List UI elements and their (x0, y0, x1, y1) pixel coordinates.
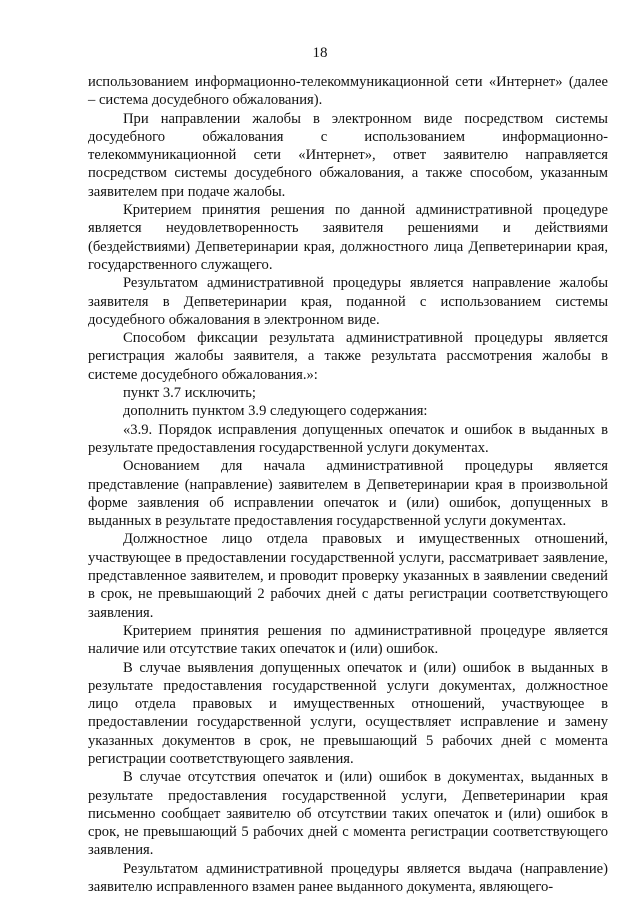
paragraph-continuation: использованием информационно-телекоммуникационной сети «Интернет» (далее – система досудебного обжалования). (88, 74, 608, 109)
document-body (88, 73, 608, 896)
paragraph: Критерием принятия решения по данной административной процедуре является неудовлетворенность заявителя решениями и действиями (бездействиями) Депветеринарии края, должностного лица Депветеринарии края, государственного служащего. (88, 202, 608, 273)
paragraph: Должностное лицо отдела правовых и имущественных отношений, участвующее в предоставлении государственной услуги, рассматривает заявление, представленное заявителем, и проводит проверку указанных в заявлении сведений в срок, не превышающий 2 рабочих дней с даты регистрации соответствующего заявления. (88, 531, 608, 621)
paragraph: пункт 3.7 исключить; (123, 385, 256, 402)
paragraph: «3.9. Порядок исправления допущенных опечаток и ошибок в выданных в результате предоставления государственной услуги документах. (88, 421, 608, 456)
paragraph: Способом фиксации результата административной процедуры является регистрация жалобы заявителя, а также результата рассмотрения жалобы в системе досудебного обжалования.»: (88, 330, 608, 383)
paragraph: дополнить пунктом 3.9 следующего содержания: (123, 403, 428, 420)
paragraph: Критерием принятия решения по административной процедуре является наличие или отсутствие таких опечаток и (или) ошибок. (88, 622, 608, 658)
paragraph: Результатом административной процедуры является направление жалобы заявителя в Депветеринарии края, поданной с использованием системы досудебного обжалования в электронном виде. (88, 275, 608, 328)
paragraph: При направлении жалобы в электронном виде посредством системы досудебного обжалования с использованием информационно-телекоммуникационной сети «Интернет», ответ заявителю направляется посредством системы досудебного обжалования, а также способом, указанным заявителем при подаче жалобы. (88, 110, 608, 200)
paragraph: Основанием для начала административной процедуры является представление (направление) заявителем в Депветеринарии края в произвольной форме заявления об исправлении опечаток и (или) ошибок, допущенных в выданных в результате предоставления государственной услуги документах. (88, 458, 608, 530)
paragraph: Результатом административной процедуры является выдача (направление) заявителю исправленного взамен ранее выданного документа, являющего- (88, 860, 608, 896)
paragraph: В случае выявления допущенных опечаток и (или) ошибок в выданных в результате предоставления государственной услуги документах, должностное лицо отдела правовых и имущественных отношений, участвующее в предоставлении государственной услуги, осуществляет исправление и замену указанных документов в срок, не превышающий 5 рабочих дней с момента регистрации соответствующего заявления. (88, 659, 608, 767)
page-number: 18 (312, 45, 328, 61)
paragraph: В случае отсутствия опечаток и (или) ошибок в документах, выданных в результате предоставления государственной услуги, Депветеринарии края письменно сообщает заявителю об отсутствии таких опечаток и (или) ошибок в срок, не превышающий 5 рабочих дней с момента регистрации соответствующего заявления. (88, 769, 608, 859)
